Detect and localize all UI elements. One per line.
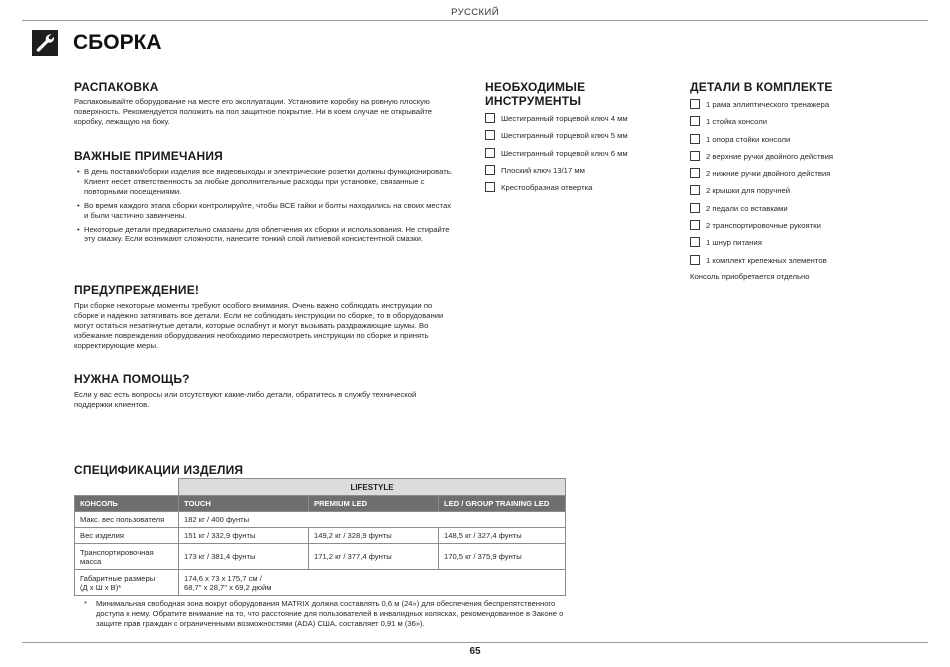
cell-value: 170,5 кг / 375,9 фунты — [439, 544, 566, 570]
list-item — [690, 255, 890, 272]
list-item — [690, 237, 890, 254]
parts-note: Консоль приобретается отдельно — [690, 272, 810, 281]
tools-checklist — [485, 113, 655, 199]
table-group-row — [75, 479, 566, 496]
notes-heading: ВАЖНЫЕ ПРИМЕЧАНИЯ — [74, 149, 223, 163]
part-label: 1 стойка консоли — [706, 117, 767, 127]
checkbox[interactable] — [485, 182, 495, 192]
list-item — [485, 130, 655, 147]
group-header: LIFESTYLE — [179, 479, 566, 496]
checkbox[interactable] — [485, 148, 495, 158]
warning-text: При сборке некоторые моменты требуют особого внимания. Очень важно соблюдать инструкции по сборке и надежно затягивать все детали. Если не соблюдать инструкции по сборке, то в оборудовании могут остаться незатянутые детали, которые ослабнут и могут вызывать раздражающие шумы. Во избежание повреждения оборудования необходимо пересмотреть инструкции по сборке и принять корректирующие меры. — [74, 301, 444, 350]
list-item — [690, 203, 890, 220]
checkbox[interactable] — [690, 99, 700, 109]
cell-value — [179, 570, 566, 596]
footer-divider — [22, 642, 928, 643]
cell-value: 149,2 кг / 328,9 фунты — [309, 528, 439, 544]
list-item — [485, 148, 655, 165]
cell-value: 182 кг / 400 фунты — [179, 512, 566, 528]
row-label-line2: масса — [80, 556, 102, 566]
checkbox[interactable] — [690, 134, 700, 144]
list-item — [690, 99, 890, 116]
column-header: КОНСОЛЬ — [75, 496, 179, 512]
tool-label: Шестигранный торцевой ключ 5 мм — [501, 131, 628, 141]
checkbox[interactable] — [690, 185, 700, 195]
tool-label: Плоский ключ 13/17 мм — [501, 165, 585, 175]
part-label: 2 педали со вставками — [706, 203, 788, 213]
checkbox[interactable] — [690, 237, 700, 247]
list-item: • Во время каждого этапа сборки контролируйте, чтобы ВСЕ гайки и болты находились на своих местах и были частично завинчены. — [77, 200, 452, 220]
list-item — [690, 168, 890, 185]
column-header: LED / GROUP TRAINING LED — [439, 496, 566, 512]
parts-heading: ДЕТАЛИ В КОМПЛЕКТЕ — [690, 80, 833, 94]
list-item — [690, 220, 890, 237]
note-text: Некоторые детали предварительно смазаны для облегчения их сборки и использования. Не стирайте эту смазку. Если возникают сложности, нанесите тонкий слой литиевой консистентной смазки. — [84, 224, 450, 244]
part-label: 2 верхние ручки двойного действия — [706, 151, 834, 161]
list-item — [690, 116, 890, 133]
header-divider — [22, 20, 928, 21]
page-title: СБОРКА — [73, 31, 162, 54]
cell-value: 171,2 кг / 377,4 фунты — [309, 544, 439, 570]
tool-label: Шестигранный торцевой ключ 4 мм — [501, 114, 628, 123]
tool-label: Шестигранный торцевой ключ 6 мм — [501, 148, 628, 158]
row-label — [75, 570, 179, 596]
part-label: 2 нижние ручки двойного действия — [706, 169, 831, 179]
notes-list — [74, 167, 454, 248]
table-row — [75, 528, 566, 544]
unpacking-text: Распаковывайте оборудование на месте его эксплуатации. Установите коробку на ровную плоскую поверхность. Рекомендуется положить на пол защитное покрытие. Ни в коем случае не открывайте коробку, лежащую на боку. — [74, 97, 433, 126]
page-number: 65 — [469, 646, 481, 657]
checkbox[interactable] — [485, 165, 495, 175]
table-header-row — [75, 496, 566, 512]
checkbox[interactable] — [485, 113, 495, 123]
cell-value-line1: 174,6 х 73 х 175,7 см / — [184, 573, 262, 583]
tools-heading-line1: НЕОБХОДИМЫЕ — [485, 80, 586, 94]
table-row — [75, 512, 566, 528]
checkbox[interactable] — [690, 255, 700, 265]
checkbox[interactable] — [690, 151, 700, 161]
footnote-text: Минимальная свободная зона вокруг оборудования MATRIX должна составлять 0,6 м (24») для обеспечения беспрепятственного доступа к нему. Обратите внимание на то, что расстояние для пользователей в инвалидных колясках, рекомендованное в Законе о защите прав граждан с ограниченными возможностями (ADA) США, составляет 0,91 м (36»). — [96, 599, 564, 628]
row-label-line1: Транспортировочная — [80, 547, 154, 557]
table-row — [75, 544, 566, 570]
list-item — [690, 185, 890, 202]
footnote-mark: * — [84, 599, 87, 608]
specs-heading: СПЕЦИФИКАЦИИ ИЗДЕЛИЯ — [74, 463, 244, 477]
checkbox[interactable] — [485, 130, 495, 140]
cell-value-line2: 68,7" х 28,7" х 69,2 дюйм — [184, 582, 272, 592]
row-label-line1: Габаритные размеры — [80, 573, 156, 583]
row-label: Вес изделия — [75, 528, 179, 544]
checkbox[interactable] — [690, 116, 700, 126]
tools-heading-line2: ИНСТРУМЕНТЫ — [485, 94, 582, 108]
list-item — [485, 165, 655, 182]
checkbox[interactable] — [690, 220, 700, 230]
note-text: В день поставки/сборки изделия все видеовыходы и электрические розетки должны функционировать. Клиент несет ответственность за любые дополнительные расходы при установке, связанные с повторными посещениями. — [84, 167, 453, 196]
warning-heading: ПРЕДУПРЕЖДЕНИЕ! — [74, 283, 200, 297]
part-label: 2 крышки для поручней — [706, 186, 791, 196]
language-label: РУССКИЙ — [451, 7, 499, 18]
row-label-line2: (Д х Ш х В)* — [80, 582, 122, 592]
list-item: • Некоторые детали предварительно смазаны для облегчения их сборки и использования. Не стирайте эту смазку. Если возникают сложности, нанесите тонкий слой литиевой консистентной смазки. — [77, 224, 450, 244]
checkbox[interactable] — [690, 168, 700, 178]
list-item — [690, 134, 890, 151]
column-header: PREMIUM LED — [309, 496, 439, 512]
checkbox[interactable] — [690, 203, 700, 213]
wrench-icon — [32, 30, 58, 56]
cell-value: 173 кг / 381,4 фунты — [179, 544, 309, 570]
help-heading: НУЖНА ПОМОЩЬ? — [74, 372, 190, 386]
list-item: • В день поставки/сборки изделия все видеовыходы и электрические розетки должны функционировать. Клиент несет ответственность за любые дополнительные расходы при установке, связанные с повторными посещениями. — [77, 167, 453, 196]
part-label: 1 рама эллиптического тренажера — [706, 100, 830, 109]
parts-checklist — [690, 99, 890, 272]
part-label: 2 транспортировочные рукоятки — [706, 221, 821, 231]
column-header: TOUCH — [179, 496, 309, 512]
tools-heading — [485, 80, 585, 108]
help-text: Если у вас есть вопросы или отсутствуют какие-либо детали, обратитесь в службу технической поддержки клиентов. — [74, 390, 417, 409]
spec-table — [74, 478, 566, 596]
cell-value: 151 кг / 332,9 фунты — [179, 528, 309, 544]
tool-label: Крестообразная отвертка — [501, 183, 593, 193]
note-text: Во время каждого этапа сборки контролируйте, чтобы ВСЕ гайки и болты находились на своих местах и были частично завинчены. — [84, 200, 452, 220]
cell-value: 148,5 кг / 327,4 фунты — [439, 528, 566, 544]
part-label: 1 опора стойки консоли — [706, 134, 791, 144]
list-item — [485, 182, 655, 199]
row-label: Макс. вес пользователя — [75, 512, 179, 528]
list-item — [690, 151, 890, 168]
list-item — [485, 113, 655, 130]
table-row — [75, 570, 566, 596]
unpacking-heading: РАСПАКОВКА — [74, 80, 159, 94]
part-label: 1 шнур питания — [706, 238, 762, 248]
part-label: 1 комплект крепежных элементов — [706, 255, 827, 265]
spec-footnote — [84, 599, 566, 629]
row-label — [75, 544, 179, 570]
